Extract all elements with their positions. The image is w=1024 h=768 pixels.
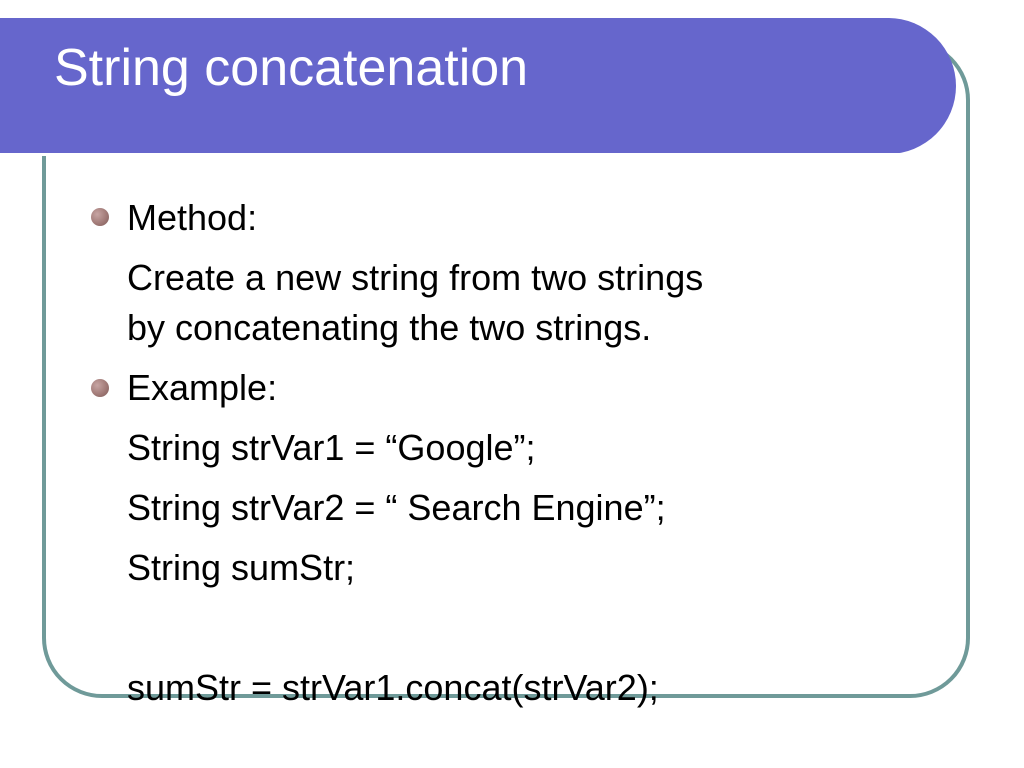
example-code-line-3: String sumStr; <box>127 547 356 588</box>
method-body-line-1: Create a new string from two strings <box>127 257 704 298</box>
example-code-line-4: sumStr = strVar1.concat(strVar2); <box>127 667 659 708</box>
title-underline <box>0 153 906 156</box>
method-body-line-2: by concatenating the two strings. <box>127 307 652 348</box>
slide-title: String concatenation <box>54 39 529 97</box>
bullet-heading-example: Example: <box>127 367 278 408</box>
example-code-line-1: String strVar1 = “Google”; <box>127 427 536 468</box>
example-code-line-2: String strVar2 = “ Search Engine”; <box>127 487 666 528</box>
bullet-dot-icon <box>91 208 109 226</box>
bullet-dot-icon <box>91 379 109 397</box>
bullet-heading-method: Method: <box>127 197 258 238</box>
